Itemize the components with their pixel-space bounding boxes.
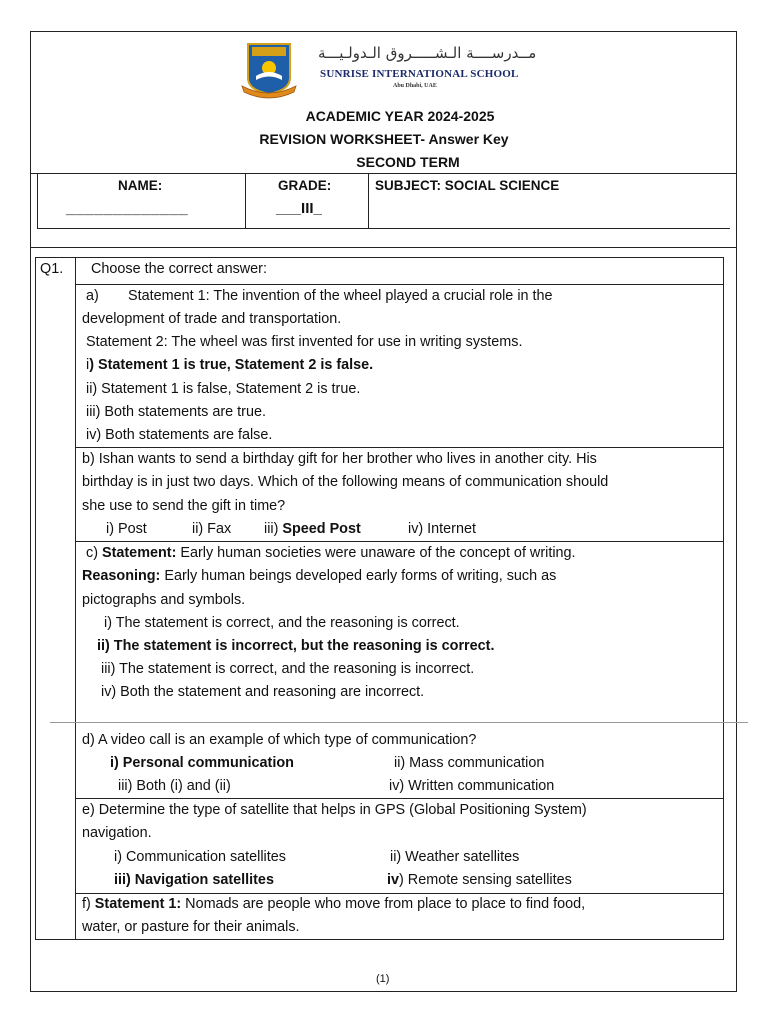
answer-b-option-3: iii) Speed Post — [264, 521, 361, 537]
answer-b-option-1: i) Post — [106, 521, 147, 537]
answer-c-option-3: iii) The statement is correct, and the reasoning is incorrect. — [101, 661, 475, 677]
info-divider — [245, 173, 246, 229]
answer-b-option-4: iv) Internet — [408, 521, 476, 537]
grade-value: ___III_ — [276, 200, 322, 217]
info-top-line — [30, 173, 737, 174]
question-column-divider — [75, 257, 76, 940]
page-number: (1) — [376, 973, 390, 985]
term-label: SECOND TERM — [356, 154, 460, 170]
question-number: Q1. — [40, 261, 64, 277]
answer-e-option-3: iii) Navigation satellites — [114, 872, 274, 888]
answer-d-option-4: iv) Written communication — [389, 778, 555, 794]
section-line — [30, 247, 737, 248]
question-e-line: navigation. — [82, 825, 152, 841]
worksheet-title: REVISION WORKSHEET- Answer Key — [259, 131, 509, 147]
answer-a-option-2: ii) Statement 1 is false, Statement 2 is true. — [86, 381, 361, 397]
row-divider — [75, 447, 724, 448]
school-name-arabic: مــدرســــة الـشـــــروق الـدولـيـــة — [318, 44, 537, 62]
info-divider — [37, 173, 38, 229]
subject-label: SUBJECT: SOCIAL SCIENCE — [375, 178, 560, 193]
answer-b-option-2: ii) Fax — [192, 521, 232, 537]
row-divider — [75, 798, 724, 799]
name-blank[interactable]: _____________ — [66, 200, 189, 217]
question-a-line: Statement 2: The wheel was first invented for use in writing systems. — [86, 334, 523, 350]
page-break-line — [50, 722, 748, 723]
answer-d-option-1: i) Personal communication — [110, 755, 294, 771]
question-d-line: d) A video call is an example of which type of communication? — [82, 732, 477, 748]
answer-d-option-3: iii) Both (i) and (ii) — [118, 778, 231, 794]
row-divider — [75, 284, 724, 285]
answer-e-option-1: i) Communication satellites — [114, 849, 286, 865]
grade-label: GRADE: — [278, 178, 332, 193]
answer-a-option-3: iii) Both statements are true. — [86, 404, 266, 420]
answer-e-option-2: ii) Weather satellites — [390, 849, 520, 865]
question-instruction: Choose the correct answer: — [91, 261, 267, 277]
info-bottom-line — [37, 228, 730, 229]
answer-e-option-4: iv) Remote sensing satellites — [387, 872, 572, 888]
answer-a-option-4: iv) Both statements are false. — [86, 427, 273, 443]
question-c-reasoning: Reasoning: Early human beings developed early forms of writing, such as — [82, 568, 557, 584]
question-a-line: Statement 1: The invention of the wheel played a crucial role in the — [128, 288, 553, 304]
school-logo — [238, 42, 300, 102]
question-f-line: f) Statement 1: Nomads are people who move from place to place to find food, — [82, 896, 586, 912]
question-c-statement: c) Statement: Early human societies were unaware of the concept of writing. — [86, 545, 576, 561]
name-label: NAME: — [118, 178, 163, 193]
question-c-reasoning-cont: pictographs and symbols. — [82, 592, 246, 608]
answer-c-option-4: iv) Both the statement and reasoning are incorrect. — [101, 684, 425, 700]
question-a-line: development of trade and transportation. — [82, 311, 342, 327]
question-b-line: b) Ishan wants to send a birthday gift for her brother who lives in another city. His — [82, 451, 597, 467]
question-b-line: birthday is in just two days. Which of the following means of communication should — [82, 474, 609, 490]
question-b-line: she use to send the gift in time? — [82, 498, 286, 514]
school-name-english: SUNRISE INTERNATIONAL SCHOOL — [320, 68, 519, 80]
row-divider — [75, 541, 724, 542]
answer-c-option-1: i) The statement is correct, and the reasoning is correct. — [104, 615, 460, 631]
answer-d-option-2: ii) Mass communication — [394, 755, 545, 771]
question-e-line: e) Determine the type of satellite that helps in GPS (Global Positioning System) — [82, 802, 587, 818]
school-location: Abu Dhabi, UAE — [393, 83, 437, 89]
option-letter-a: a) — [86, 288, 99, 304]
row-divider — [75, 893, 724, 894]
question-f-line-cont: water, or pasture for their animals. — [82, 919, 300, 935]
info-divider — [368, 173, 369, 229]
answer-a-option-1: i) Statement 1 is true, Statement 2 is false. — [86, 357, 374, 373]
answer-c-option-2: ii) The statement is incorrect, but the reasoning is correct. — [97, 638, 495, 654]
academic-year: ACADEMIC YEAR 2024-2025 — [305, 108, 495, 124]
